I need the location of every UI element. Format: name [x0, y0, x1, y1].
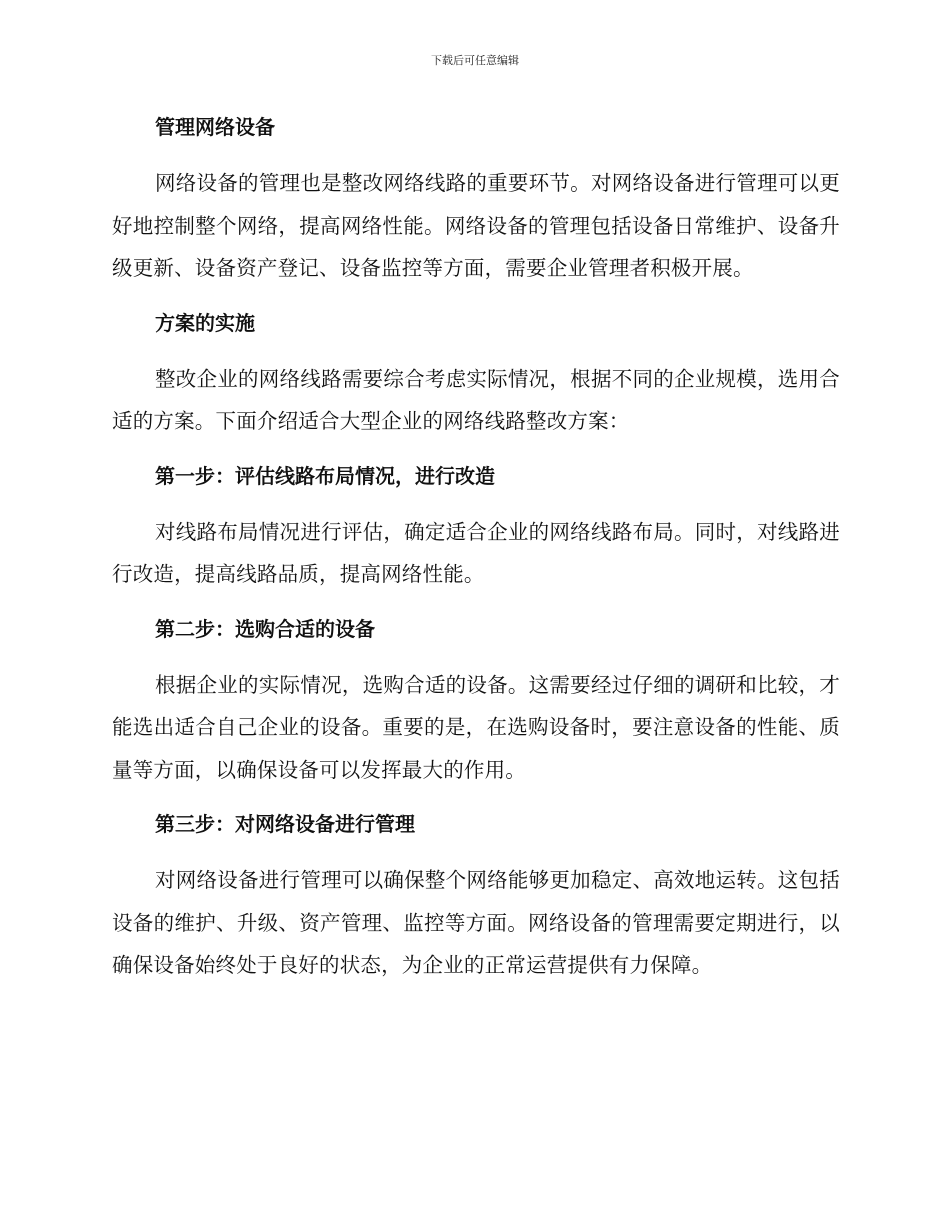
- section-heading-manage-devices: 管理网络设备: [155, 115, 275, 139]
- section-paragraph-step-three: 对网络设备进行管理可以确保整个网络能够更加稳定、高效地运转。这包括设备的维护、升级、资产管理、监控等方面。网络设备的管理需要定期进行，以确保设备始终处于良好的状态，为企业的正常运营提供有力保障。: [112, 868, 840, 977]
- document-body: [112, 106, 840, 987]
- section-heading-implementation: 方案的实施: [155, 310, 255, 335]
- section-paragraph-manage-devices: 网络设备的管理也是整改网络线路的重要环节。对网络设备进行管理可以更好地控制整个网络，提高网络性能。网络设备的管理包括设备日常维护、设备升级更新、设备资产登记、设备监控等方面，需要企业管理者积极开展。: [112, 171, 840, 280]
- section-heading-step-one: 第一步：评估线路布局情况，进行改造: [155, 463, 495, 488]
- section-paragraph-step-two: 根据企业的实际情况，选购合适的设备。这需要经过仔细的调研和比较，才能选出适合自己企业的设备。重要的是，在选购设备时，要注意设备的性能、质量等方面，以确保设备可以发挥最大的作用。: [112, 672, 840, 782]
- section-paragraph-implementation: 整改企业的网络线路需要综合考虑实际情况，根据不同的企业规模，选用合适的方案。下面介绍适合大型企业的网络线路整改方案：: [112, 366, 840, 433]
- section-heading-step-two: 第二步：选购合适的设备: [155, 616, 375, 641]
- header-note: 下载后可任意编辑: [431, 54, 519, 67]
- section-paragraph-step-one: 对线路布局情况进行评估，确定适合企业的网络线路布局。同时，对线路进行改造，提高线路品质，提高网络性能。: [112, 519, 840, 586]
- section-heading-step-three: 第三步：对网络设备进行管理: [155, 812, 415, 836]
